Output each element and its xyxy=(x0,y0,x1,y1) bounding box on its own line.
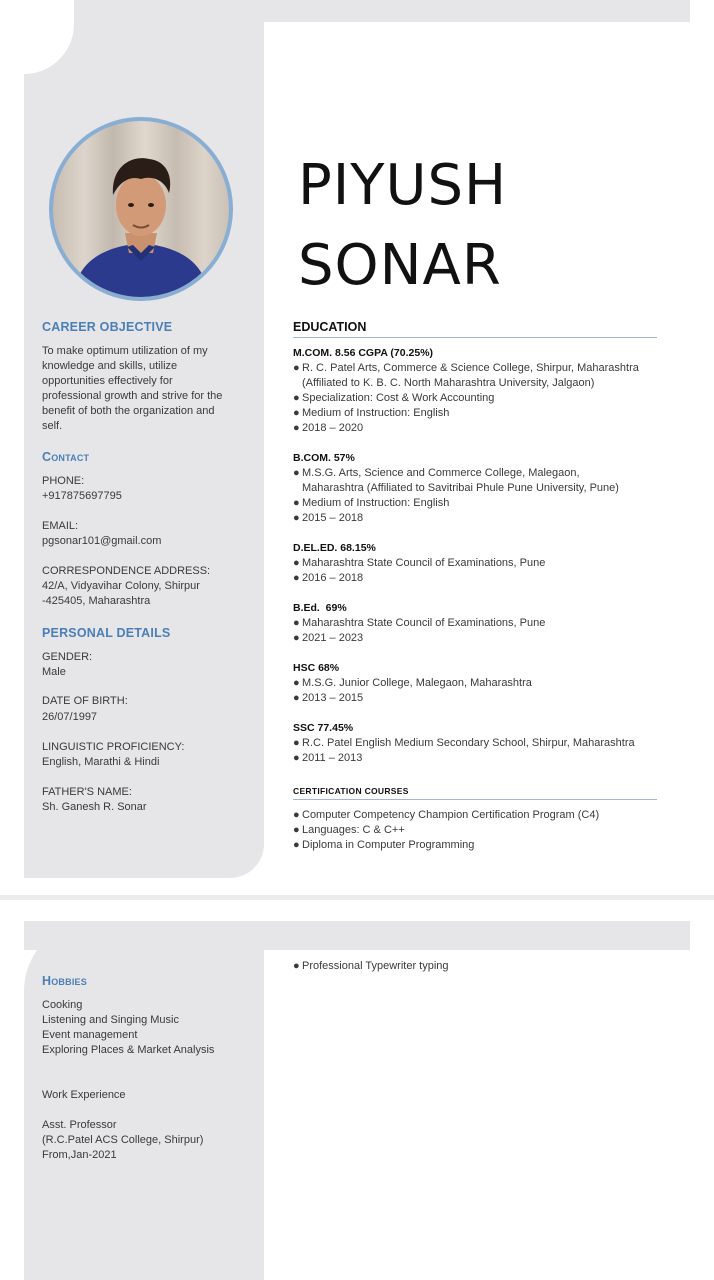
edu-line: ● M.S.G. Arts, Science and Commerce College, Malegaon, xyxy=(293,467,580,479)
certification-item: ● Languages: C & C++ xyxy=(293,824,405,836)
address-line: -425405, Maharashtra xyxy=(42,595,151,607)
edu-line: (Affiliated to K. B. C. North Maharashtra University, Jalgaon) xyxy=(302,377,595,389)
gender-value: Male xyxy=(42,666,66,678)
email-label: EMAIL: xyxy=(42,520,79,532)
dob-label: DATE OF BIRTH: xyxy=(42,695,128,707)
edu-line: ● 2021 – 2023 xyxy=(293,632,364,644)
gender-label: GENDER: xyxy=(42,651,93,663)
certification-item: ● Professional Typewriter typing xyxy=(293,960,449,972)
profile-photo xyxy=(49,117,233,301)
edu-line: ● Maharashtra State Council of Examinations, Pune xyxy=(293,557,546,569)
work-line: Asst. Professor xyxy=(42,1119,117,1131)
work-line: (R.C.Patel ACS College, Shirpur) xyxy=(42,1134,204,1146)
edu-title-deled: D.EL.ED. 68.15% xyxy=(293,542,376,554)
father-name-label: FATHER'S NAME: xyxy=(42,786,132,798)
edu-line: ● R. C. Patel Arts, Commerce & Science College, Shirpur, Maharashtra xyxy=(293,362,639,374)
personal-details-heading: PERSONAL DETAILS xyxy=(42,626,171,640)
edu-line: ● Medium of Instruction: English xyxy=(293,497,450,509)
phone-label: PHONE: xyxy=(42,475,85,487)
edu-line: ● R.C. Patel English Medium Secondary School, Shirpur, Maharashtra xyxy=(293,737,635,749)
edu-title-hsc: HSC 68% xyxy=(293,662,340,674)
hobbies-heading: Hobbies xyxy=(42,974,87,988)
hobby-item: Listening and Singing Music xyxy=(42,1014,179,1026)
resume-page-2 xyxy=(0,900,714,1280)
edu-line: ● Specialization: Cost & Work Accounting xyxy=(293,392,495,404)
certification-item: ● Computer Competency Champion Certification Program (C4) xyxy=(293,809,600,821)
certification-divider xyxy=(293,799,657,800)
contact-heading: Contact xyxy=(42,450,90,464)
language-label: LINGUISTIC PROFICIENCY: xyxy=(42,741,185,753)
certification-item: ● Diploma in Computer Programming xyxy=(293,839,475,851)
last-name: SONAR xyxy=(298,233,502,298)
education-heading: EDUCATION xyxy=(293,320,367,334)
language-value: English, Marathi & Hindi xyxy=(42,756,160,768)
edu-line: ● 2016 – 2018 xyxy=(293,572,364,584)
edu-line: ● 2018 – 2020 xyxy=(293,422,364,434)
hobby-item: Exploring Places & Market Analysis xyxy=(42,1044,215,1056)
edu-line: ● 2013 – 2015 xyxy=(293,692,364,704)
address-label: CORRESPONDENCE ADDRESS: xyxy=(42,565,211,577)
career-objective-text: To make optimum utilization of my knowledge and skills, utilize opportunities effectively for professional growth and strive for the benefit of both the organization and self. xyxy=(42,345,223,432)
edu-title-ssc: SSC 77.45% xyxy=(293,722,354,734)
address-line: 42/A, Vidyavihar Colony, Shirpur xyxy=(42,580,200,592)
edu-line: Maharashtra (Affiliated to Savitribai Phule Pune University, Pune) xyxy=(302,482,619,494)
email-value[interactable]: pgsonar101@gmail.com xyxy=(42,535,162,547)
edu-line: ● 2015 – 2018 xyxy=(293,512,364,524)
dob-value: 26/07/1997 xyxy=(42,711,98,723)
edu-line: ● Maharashtra State Council of Examinations, Pune xyxy=(293,617,546,629)
edu-title-bcom: B.COM. 57% xyxy=(293,452,355,464)
edu-line: ● Medium of Instruction: English xyxy=(293,407,450,419)
edu-title-bed: B.Ed. 69% xyxy=(293,602,347,614)
work-line: From,Jan-2021 xyxy=(42,1149,117,1161)
first-name: PIYUSH xyxy=(298,153,508,218)
edu-line: ● 2011 – 2013 xyxy=(293,752,363,764)
main-panel xyxy=(264,950,714,1280)
hobby-item: Event management xyxy=(42,1029,138,1041)
father-name-value: Sh. Ganesh R. Sonar xyxy=(42,801,147,813)
work-experience-heading: Work Experience xyxy=(42,1089,126,1101)
certification-heading: CERTIFICATION COURSES xyxy=(293,786,409,796)
hobby-item: Cooking xyxy=(42,999,83,1011)
edu-title-mcom: M.COM. 8.56 CGPA (70.25%) xyxy=(293,347,434,359)
edu-line: ● M.S.G. Junior College, Malegaon, Maharashtra xyxy=(293,677,532,689)
education-divider xyxy=(293,337,657,338)
career-objective-heading: CAREER OBJECTIVE xyxy=(42,320,173,334)
phone-value[interactable]: +917875697795 xyxy=(42,490,122,502)
